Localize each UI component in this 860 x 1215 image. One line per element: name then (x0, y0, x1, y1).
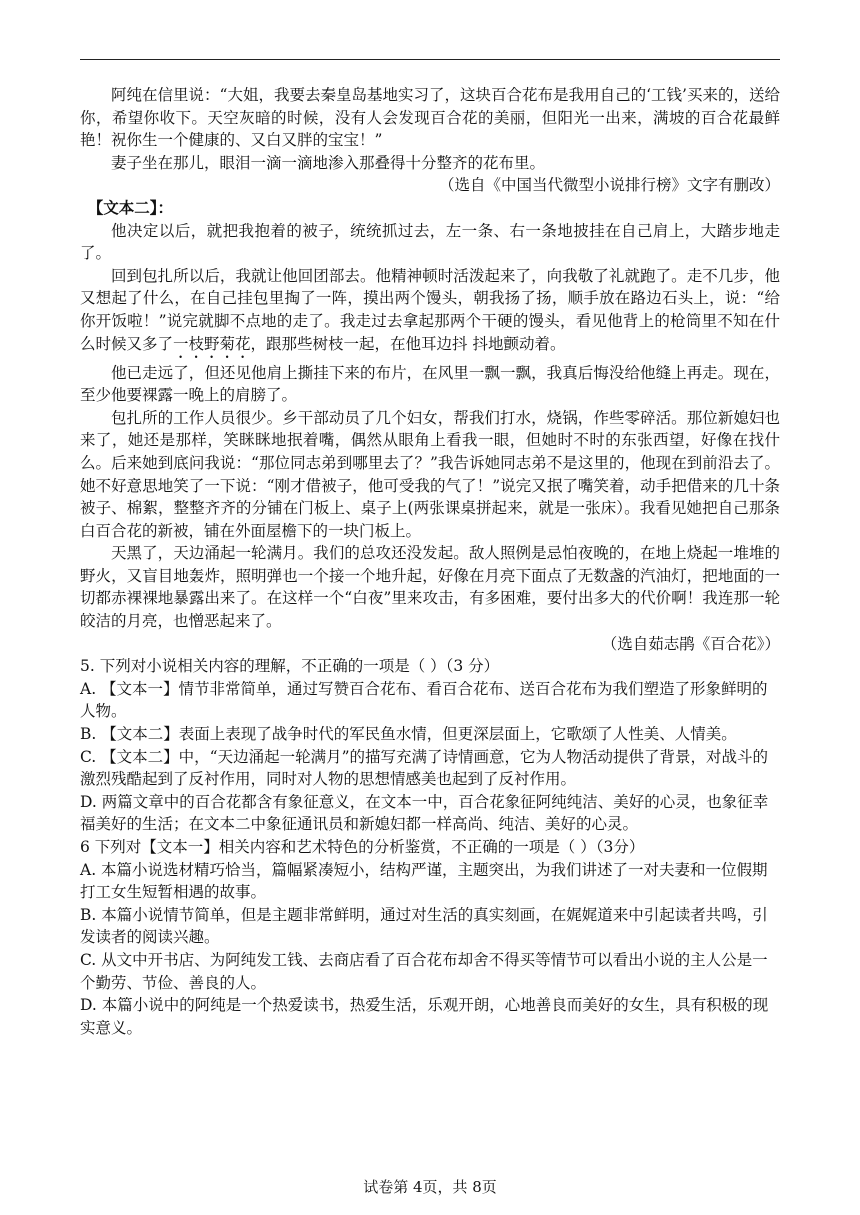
question-6-option-c: C. 从文中开书店、为阿纯发工钱、去商店看了百合花布却舍不得买等情节可以看出小说的主人公是一个勤劳、节俭、善良的人。 (80, 950, 768, 992)
question-5-option-d: D. 两篇文章中的百合花都含有象征意义，在文本一中，百合花象征阿纯纯洁、美好的心灵，也象征幸福美好的生活；在文本二中象征通讯员和新媳妇都一样高尚、纯洁、美好的心灵。 (80, 792, 769, 834)
text2-paragraph-3: 他已走远了，但还见他肩上撕挂下来的布片，在风里一飘一飘，我真后悔没给他缝上再走。现在，至少他要裸露一晚上的肩膀了。 (80, 363, 780, 405)
text1-paragraph-1: 阿纯在信里说：“大姐，我要去秦皇岛基地实习了，这块百合花布是我用自己的‘工钱’买来的，送给你，希望你收下。天空灰暗的时候，没有人会发现百合花的美丽，但阳光一出来，满坡的百合花最鲜艳！祝你生一个健康的、又白又胖的宝宝！” (80, 86, 780, 150)
question-5-option-c: C. 【文本二】中，“天边涌起一轮满月”的描写充满了诗情画意，它为人物活动提供了背景，对战斗的激烈残酷起到了反衬作用，同时对人物的思想情感美也起到了反衬作用。 (80, 747, 769, 789)
text2-paragraph-1: 他决定以后，就把我抱着的被子，统统抓过去，左一条、右一条地披挂在自己肩上，大踏步地走了。 (80, 221, 780, 263)
page-footer: 试卷第 4页，共 8页 (363, 1178, 497, 1196)
emphasized-phrase: 一枝野菊花 (173, 334, 251, 353)
text2-paragraph-2 (80, 265, 780, 362)
question-6-option-b: B. 本篇小说情节简单，但是主题非常鲜明，通过对生活的真实刻画，在娓娓道来中引起读者共鸣，引发读者的阅读兴趣。 (80, 905, 768, 947)
question-5-option-a: A. 【文本一】情节非常简单，通过写赞百合花布、看百合花布、送百合花布为我们塑造了形象鲜明的人物。 (80, 679, 768, 721)
header-rule (80, 59, 780, 60)
text2-paragraph-4: 包扎所的工作人员很少。乡干部动员了几个妇女，帮我们打水，烧锅，作些零碎活。那位新媳妇也来了，她还是那样，笑眯眯地抿着嘴，偶然从眼角上看我一眼，但她时不时的东张西望，好像在找什么。后来她到底问我说：“那位同志弟到哪里去了？”我告诉她同志弟不是这里的，他现在到前沿去了。她不好意思地笑了一下说：“刚才借被子，他可受我的气了！”说完又抿了嘴笑着，动手把借来的几十条被子、棉絮，整整齐齐的分铺在门板上、桌子上(两张课桌拼起来，就是一张床）。我看见她把自己那条白百合花的新被，铺在外面屋檐下的一块门板上。 (80, 408, 780, 540)
text2-header: 【文本二】： (87, 197, 174, 217)
question-6-option-a: A. 本篇小说选材精巧恰当，篇幅紧凑短小，结构严谨，主题突出，为我们讲述了一对夫妻和一位假期打工女生短暂相遇的故事。 (80, 860, 768, 902)
question-6-stem: 6 下列对【文本一】相关内容和艺术特色的分析鉴赏，不正确的一项是（ ）（3分） (80, 838, 645, 856)
text2-paragraph-5: 天黑了，天边涌起一轮满月。我们的总攻还没发起。敌人照例是忌怕夜晚的，在地上烧起一堆堆的野火，又盲目地轰炸，照明弹也一个接一个地升起，好像在月亮下面点了无数盏的汽油灯，把地面的一切都赤裸裸地暴露出来了。在这样一个“白夜”里来攻击，有多困难，要付出多大的代价啊！我连那一轮皎洁的月亮，也憎恶起来了。 (80, 544, 780, 631)
text2-source: （选自茹志鹃《百合花》） (601, 634, 780, 653)
text2-paragraph-2-part-a: 回到包扎所以后，我就让他回团部去。他精神顿时活泼起来了，向我敬了礼就跑了。走不几步，他又想起了什么，在自己挂包里掏了一阵，摸出两个馒头，朝我扬了扬，顺手放在路边石头上，说：“给你开饭啦！”说完就脚不点地的走了。我走过去拿起那两个干硬的馒头，看见他背上的枪筒里不知在什么时候又多了 (80, 266, 780, 353)
question-5-stem: 5. 下列对小说相关内容的理解，不正确的一项是（ ）（3 分） (80, 657, 500, 676)
text1-source: （选自《中国当代微型小说排行榜》文字有删改） (438, 176, 780, 195)
question-5-option-b: B. 【文本二】表面上表现了战争时代的军民鱼水情，但更深层面上，它歌颂了人性美、人情美。 (80, 725, 737, 744)
text2-paragraph-2-part-b: ，跟那些树枝一起，在他耳边抖 抖地颤动着。 (250, 334, 566, 353)
question-6-option-d: D. 本篇小说中的阿纯是一个热爱读书，热爱生活，乐观开朗，心地善良而美好的女生，具有积极的现实意义。 (80, 996, 769, 1037)
text1-paragraph-2: 妻子坐在那儿，眼泪一滴一滴地渗入那叠得十分整齐的花布里。 (111, 153, 546, 172)
page-content (80, 84, 780, 1039)
